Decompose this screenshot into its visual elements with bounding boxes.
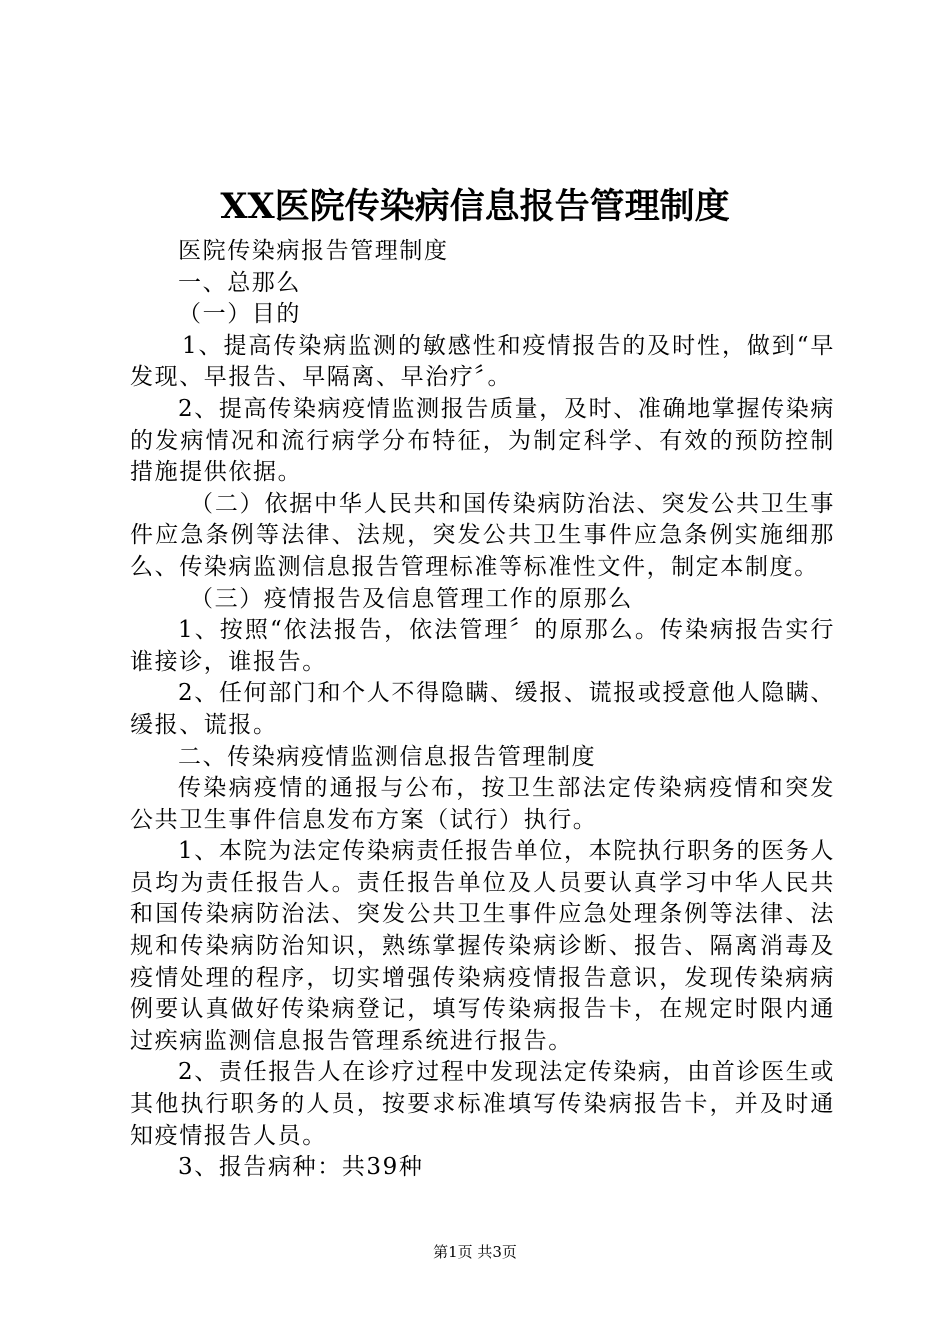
paragraph-subsection-2: （二）依据中华人民共和国传染病防治法、突发公共卫生事件应急条例等法律、法规，突发公共卫生事件应急条例实施细那么、传染病监测信息报告管理标准等标准性文件，制定本制度。 [130, 490, 835, 580]
paragraph-item: 1、提高传染病监测的敏感性和疫情报告的及时性，做到“早发现、早报告、早隔离、早治疗〞。 [130, 332, 835, 391]
paragraph-item: 2、提高传染病疫情监测报告质量，及时、准确地掌握传染病的发病情况和流行病学分布特征，为制定科学、有效的预防控制措施提供依据。 [130, 395, 835, 486]
paragraph-section-2: 二、传染病疫情监测信息报告管理制度 [178, 743, 597, 770]
paragraph-item: 1、按照“依法报告，依法管理〞的原那么。传染病报告实行谁接诊，谁报告。 [130, 617, 835, 675]
paragraph-item: 1、本院为法定传染病责任报告单位，本院执行职务的医务人员均为责任报告人。责任报告单位及人员要认真学习中华人民共和国传染病防治法、突发公共卫生事件应急处理条例等法律、法规和传染病防治知识，熟练掌握传染病诊断、报告、隔离消毒及疫情处理的程序，切实增强传染病疫情报告意识，发现传染病病例要认真做好传染病登记，填写传染病报告卡，在规定时限内通过疾病监测信息报告管理系统进行报告。 [130, 838, 835, 1054]
paragraph-body: 传染病疫情的通报与公布，按卫生部法定传染病疫情和突发公共卫生事件信息发布方案（试行）执行。 [130, 775, 835, 833]
paragraph-item: 2、责任报告人在诊疗过程中发现法定传染病，由首诊医生或其他执行职务的人员，按要求标准填写传染病报告卡，并及时通知疫情报告人员。 [130, 1059, 835, 1149]
page-footer: 第1页 共3页 [433, 1243, 517, 1261]
paragraph-subsection-1: （一）目的 [178, 301, 301, 328]
paragraph-item: 3、报告病种：共39种 [178, 1154, 424, 1181]
paragraph-subtitle: 医院传染病报告管理制度 [178, 238, 449, 264]
paragraph-item: 2、任何部门和个人不得隐瞒、缓报、谎报或授意他人隐瞒、缓报、谎报。 [130, 680, 835, 738]
document-body [130, 236, 835, 1184]
document-title: XX医院传染病信息报告管理制度 [220, 186, 730, 227]
paragraph-section-1: 一、总那么 [178, 269, 301, 296]
paragraph-subsection-3: （三）疫情报告及信息管理工作的原那么 [190, 585, 633, 612]
